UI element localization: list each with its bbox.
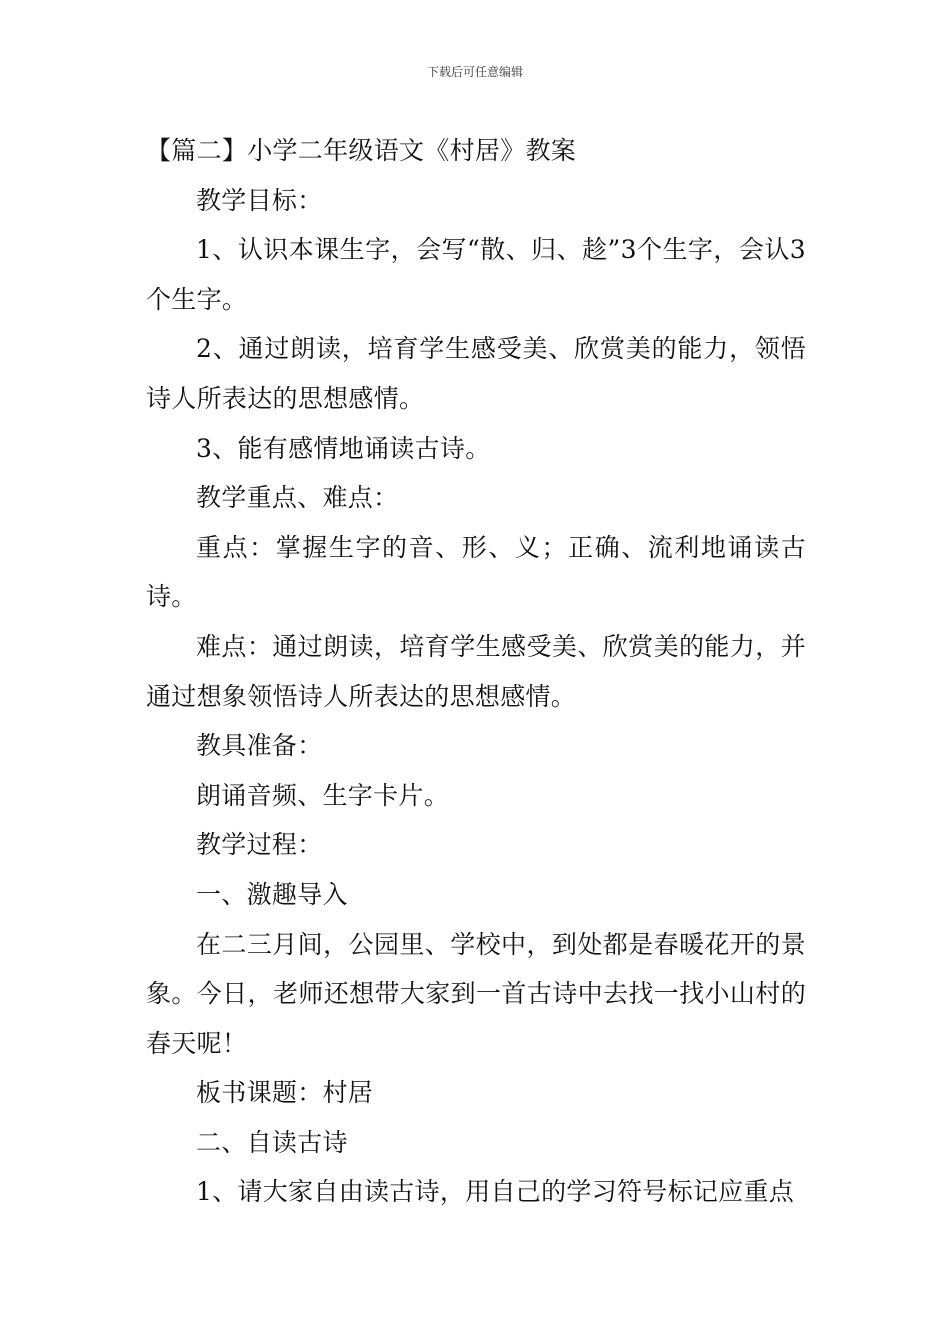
objective-item-1: 1、认识本课生字，会写“散、归、趁”3个生字，会认3个生字。 (146, 235, 806, 314)
board-title-paragraph: 板书课题：村居 (196, 1078, 374, 1108)
section-heading-key-points: 教学重点、难点： (196, 483, 399, 513)
intro-paragraph: 在二三月间，公园里、学校中，到处都是春暖花开的景象。今日，老师还想带大家到一首古诗中去找一找小山村的春天呢！ (146, 929, 806, 1058)
materials-paragraph: 朗诵音频、生字卡片。 (196, 780, 450, 810)
page-header-note: 下载后可任意编辑 (426, 65, 523, 79)
step-2-item-1: 1、请大家自由读古诗，用自己的学习符号标记应重点 (196, 1177, 795, 1207)
difficulty-paragraph: 难点：通过朗读，培育学生感受美、欣赏美的能力，并通过想象领悟诗人所表达的思想感情。 (146, 631, 806, 711)
section-heading-process: 教学过程： (196, 830, 323, 860)
document-title: 【篇二】小学二年级语文《村居》教案 (146, 136, 577, 165)
key-point-paragraph: 重点：掌握生字的音、形、义；正确、流利地诵读古诗。 (146, 532, 806, 612)
step-heading-2: 二、自读古诗 (196, 1127, 348, 1157)
objective-item-2: 2、通过朗读，培育学生感受美、欣赏美的能力，领悟诗人所表达的思想感情。 (146, 334, 806, 413)
step-heading-1: 一、激趣导入 (196, 879, 348, 909)
document-body (146, 126, 806, 1217)
section-heading-materials: 教具准备： (196, 731, 323, 761)
section-heading-objectives: 教学目标： (196, 185, 323, 215)
objective-item-3: 3、能有感情地诵读古诗。 (196, 433, 491, 463)
